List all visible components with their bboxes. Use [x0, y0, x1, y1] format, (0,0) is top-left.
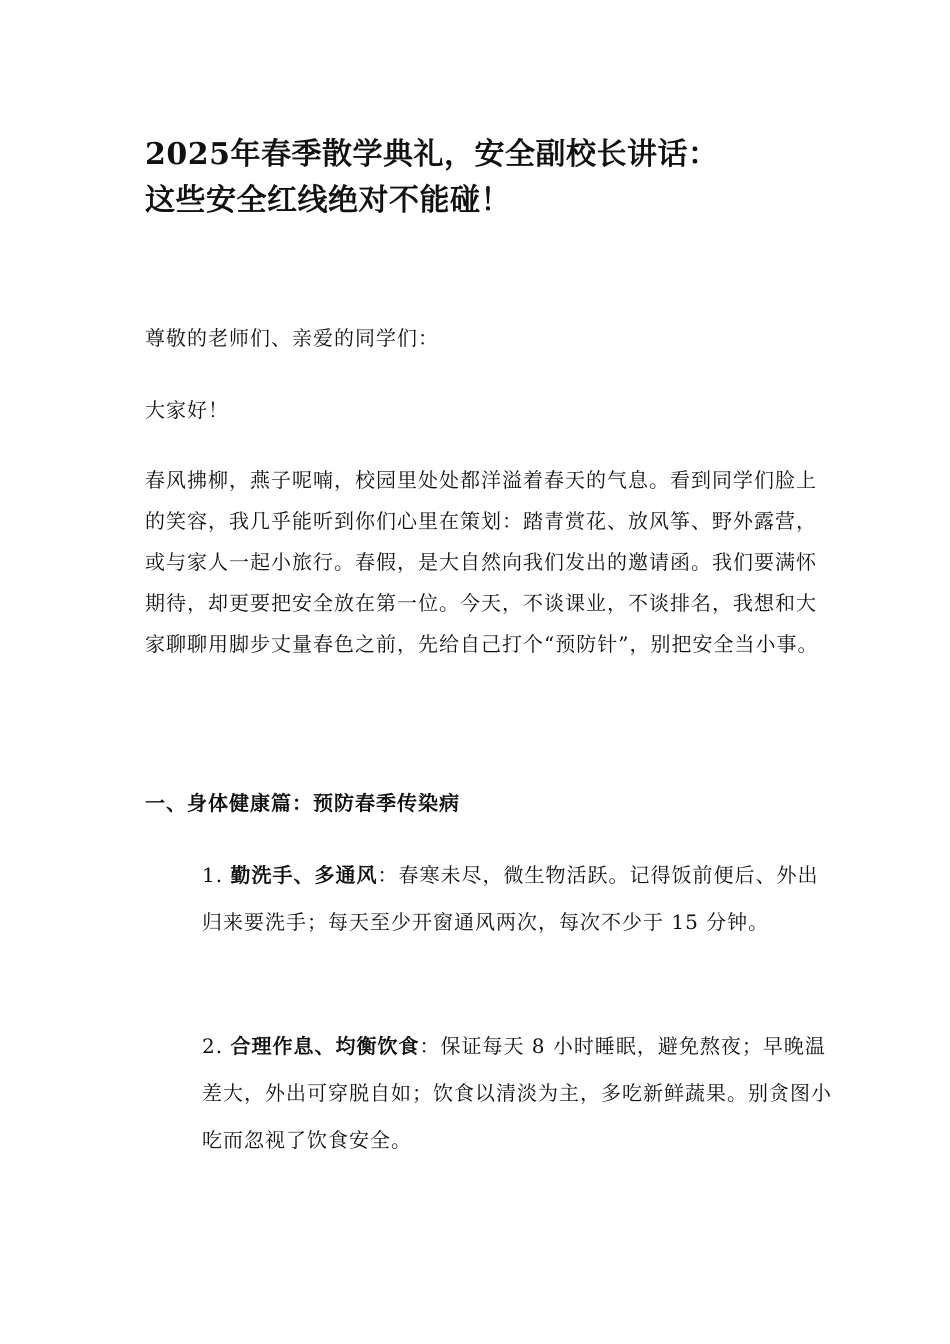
- document-title: [145, 132, 845, 224]
- section-heading-health: 一、身体健康篇：预防春季传染病: [145, 791, 460, 815]
- greeting-paragraph: 尊敬的老师们、亲爱的同学们：: [145, 326, 439, 350]
- title-line-2: 这些安全红线绝对不能碰！: [145, 183, 511, 218]
- list-item-number: 2.: [202, 1034, 224, 1058]
- list-item-lead: 合理作息、均衡饮食: [230, 1034, 420, 1058]
- list-item-number: 1.: [202, 863, 224, 887]
- title-line-1: 2025年春季散学典礼，安全副校长讲话：: [145, 137, 719, 172]
- salutation-paragraph: 大家好！: [145, 398, 229, 422]
- list-item: [202, 1023, 832, 1164]
- list-item-text: ：保证每天 8 小时睡眠，避免熬夜；早晚温差大，外出可穿脱自如；饮食以清淡为主，多吃新鲜蔬果。别贪图小吃而忽视了饮食安全。: [202, 1034, 832, 1152]
- list-item-text: ：春寒未尽，微生物活跃。记得饭前便后、外出归来要洗手；每天至少开窗通风两次，每次不少于 15 分钟。: [202, 863, 819, 934]
- list-item: [202, 852, 832, 946]
- list-item-lead: 勤洗手、多通风: [230, 863, 378, 887]
- intro-paragraph: 春风拂柳，燕子呢喃，校园里处处都洋溢着春天的气息。看到同学们脸上的笑容，我几乎能听到你们心里在策划：踏青赏花、放风筝、野外露营，或与家人一起小旅行。春假，是大自然向我们发出的邀请函。我们要满怀期待，却更要把安全放在第一位。今天，不谈课业，不谈排名，我想和大家聊聊用脚步丈量春色之前，先给自己打个“预防针”，别把安全当小事。: [145, 468, 819, 656]
